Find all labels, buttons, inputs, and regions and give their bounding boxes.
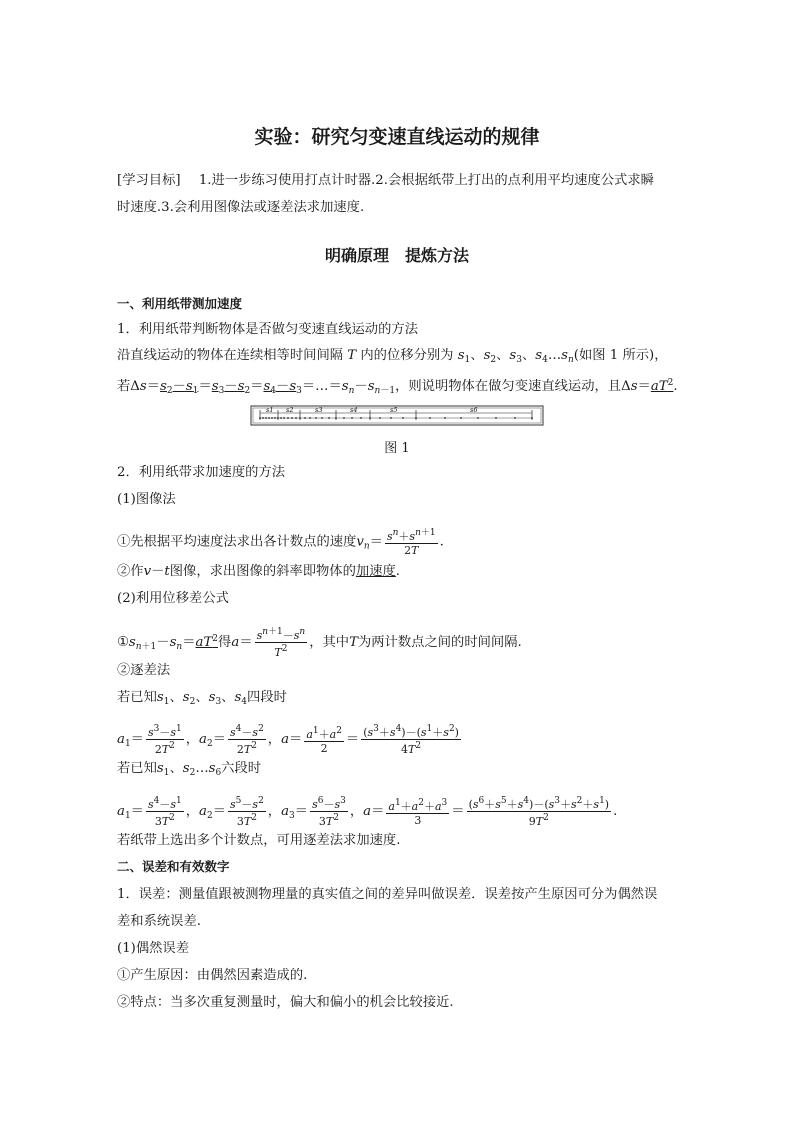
item1-line2: 若$\Delta s=s_2-s_1=s_3-s_2=s_4-s_3=\dots=s_n-s_{n-1}$，则说明物体在做匀变速直线运动，且$\Delta s=aT^2$.: [117, 378, 678, 396]
tape-label-s6: s6: [470, 406, 478, 414]
m1-step2: ②作v－t图像，求出图像的斜率即物体的加速度.: [117, 564, 401, 579]
tape-label-s4: s4: [350, 406, 358, 414]
m1-step1-text: ①先根据平均速度法求出各计数点的速度: [117, 534, 357, 550]
six-prefix: 若已知: [117, 761, 157, 776]
objectives-label: [学习目标]: [117, 173, 181, 188]
item2-title: 2．利用纸带求加速度的方法: [117, 465, 286, 480]
m2-step1: $①s_{n+1}-s_n=aT^2$得a＝ $\frac{s^{n+1}-s^n}{T^2}$ ，其中T为两计数点之间的时间间隔.: [117, 627, 522, 659]
m2-step1-text-b: ，其中: [309, 635, 350, 650]
objectives-line-2: 时速度.3.会利用图像法或逐差法求加速度.: [117, 200, 365, 215]
four-segments-line: 若已知$s_1$、$s_2$、$s_3$、$s_4$四段时: [117, 690, 287, 707]
item1-line1: 沿直线运动的物体在连续相等时间间隔 T 内的位移分别为 $s_1$、$s_2$、$s_3$、$s_4\dots s_n$(如图 1 所示)，: [117, 348, 668, 365]
item1-title: 1．利用纸带判断物体是否做匀变速直线运动的方法: [117, 322, 418, 337]
tape-label-s2: s2: [286, 406, 294, 414]
part1-heading: 一、利用纸带测加速度: [117, 296, 243, 311]
page-title: 实验：研究匀变速直线运动的规律: [254, 126, 540, 148]
item1-line2-text-b: ，则说明物体在做匀变速直线运动，且: [395, 379, 622, 394]
method1-title: (1)图像法: [117, 492, 176, 507]
item1-line1-text-a: 沿直线运动的物体在连续相等时间间隔: [117, 348, 344, 363]
error-def-line-1: 1．误差：测量值跟被测物理量的真实值之间的差异叫做误差．误差按产生原因可分为偶然误: [117, 887, 658, 902]
part2-heading: 二、误差和有效数字: [117, 859, 230, 874]
m1-step2-underlined: 加速度: [355, 564, 396, 579]
tape-label-s3: s3: [315, 406, 323, 414]
multi-points-note: 若纸带上选出多个计数点，可用逐差法求加速度.: [117, 833, 401, 848]
item1-line2-text-a: 若: [117, 379, 131, 394]
m2-step1-text-a: 得: [218, 635, 232, 650]
item1-line1-text-b: 内的位移分别为: [360, 348, 454, 363]
figure-caption: 图 1: [384, 441, 410, 456]
objectives-line-1: [117, 172, 654, 190]
method2-title: (2)利用位移差公式: [117, 591, 229, 606]
six-segments-formula: $a_1=$ $\frac{s^4-s^1}{3T^2}$ ，$a_2=$ $\frac{s^5-s^2}{3T^2}$ ，$a_3=$ $\frac{s^6-s^3}{3T^2}$ ，a＝ $\frac{a^1+a^2+a^3}{3}$ ＝ $\frac{(s^6+s^5+s^4)-(s^3+s^2+s^1)}{9T^2}$ .: [117, 796, 618, 828]
m1-step1: ①先根据平均速度法求出各计数点的速度$v_n=$ $\frac{s^n+s^{n+1}}{2T}$ .: [117, 528, 444, 557]
m1-step2-text-a: ②作: [117, 564, 144, 579]
section-heading: 明确原理 提炼方法: [324, 246, 469, 265]
four-segments-text: 四段时: [247, 690, 287, 705]
m2-step1-text-c: 为两计数点之间的时间间隔.: [357, 635, 522, 650]
m1-step2-text-b: 图像，求出图像的斜率即物体的: [169, 564, 356, 579]
six-segments-text: 六段时: [221, 761, 262, 776]
tape-label-s5: s5: [390, 406, 398, 414]
item1-line1-text-c: (如图 1 所示)，: [573, 348, 668, 363]
tape-label-s1: s1: [266, 406, 274, 414]
error-def-line-2: 差和系统误差.: [117, 914, 202, 929]
m2-step2: ②逐差法: [117, 663, 171, 678]
paper-tape-figure: [250, 404, 544, 427]
random-error-title: (1)偶然误差: [117, 941, 190, 956]
four-segments-formula: $a_1=$ $\frac{s^3-s^1}{2T^2}$ ，$a_2=$ $\frac{s^4-s^2}{2T^2}$ ，a＝ $\frac{a^1+a^2}{2}$ ＝ $\frac{(s^3+s^4)-(s^1+s^2)}{4T^2}$: [117, 724, 459, 756]
objectives-text-1: 1.进一步练习使用打点计时器.2.会根据纸带上打出的点利用平均速度公式求瞬: [198, 173, 654, 188]
random-error-cause: ①产生原因：由偶然因素造成的.: [117, 968, 308, 983]
four-prefix: 若已知: [117, 690, 157, 705]
random-error-feature: ②特点：当多次重复测量时，偏大和偏小的机会比较接近.: [117, 995, 454, 1010]
six-segments-line: 若已知$s_1$、$s_2\dots s_6$六段时: [117, 761, 262, 778]
